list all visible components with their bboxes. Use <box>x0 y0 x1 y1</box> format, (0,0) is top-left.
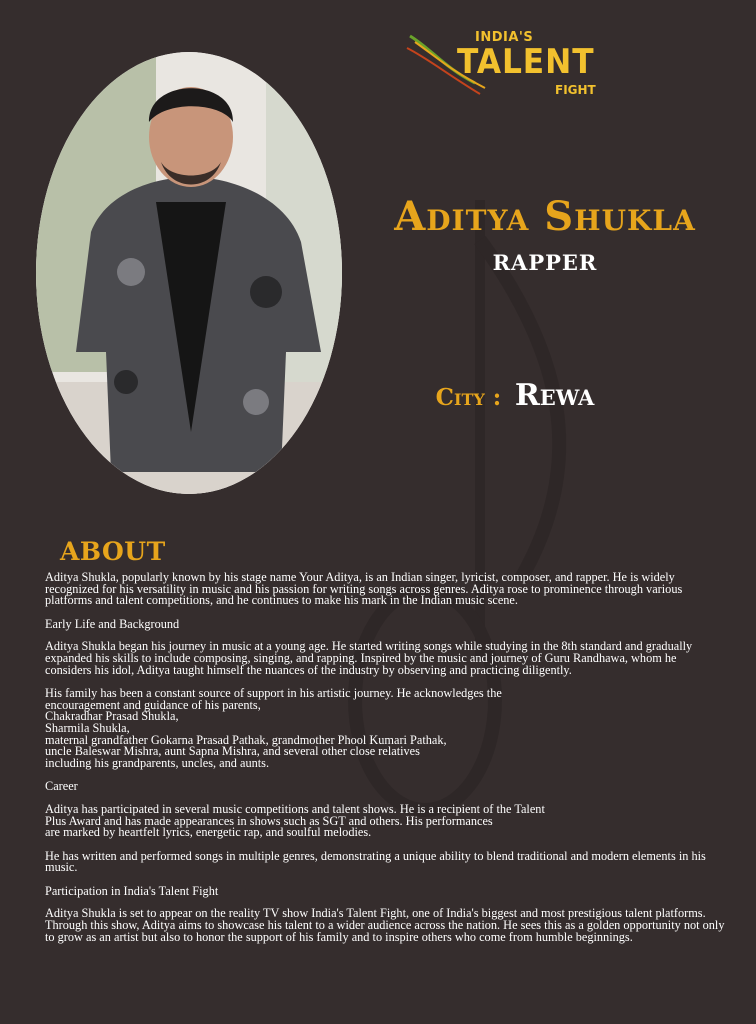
family-line: encouragement and guidance of his parents, <box>45 697 261 712</box>
artist-role: RAPPER <box>492 250 598 275</box>
family-line: His family has been a constant source of support in his artistic journey. He acknowledges the <box>45 686 502 701</box>
family-line: Sharmila Shukla, <box>45 720 130 735</box>
family-line: including his grandparents, uncles, and aunts. <box>45 755 270 770</box>
about-intro: Aditya Shukla, popularly known by his stage name Your Aditya, is an Indian singer, lyricist, composer, and rapper. He is widely recognized for his versatility in music and his passion for writing songs across genres. Aditya rose to prominence through various platforms and talent competitions, and he continues to make his mark in the Indian music scene. <box>45 570 683 608</box>
early-life-heading: Early Life and Background <box>45 616 180 631</box>
city-value: Rewa <box>514 378 595 413</box>
family-line: uncle Baleswar Mishra, aunt Sapna Mishra, and several other close relatives <box>45 744 420 759</box>
city-row <box>340 378 690 413</box>
about-heading: ABOUT <box>60 537 166 566</box>
profile-photo <box>36 52 342 494</box>
indias-talent-fight-logo <box>405 28 605 100</box>
career-line: Plus Award and has made appearances in shows such as SGT and others. His performances <box>45 813 493 828</box>
itf-heading: Participation in India's Talent Fight <box>45 883 219 898</box>
career-text-2: He has written and performed songs in multiple genres, demonstrating a unique ability to blend traditional and modern elements in his music. <box>45 848 706 875</box>
career-text <box>45 801 725 840</box>
career-line: Aditya has participated in several music competitions and talent shows. He is a recipient of the Talent <box>45 801 545 816</box>
logo-line-1: INDIA'S <box>475 30 534 45</box>
city-label: City : <box>435 384 502 411</box>
itf-text: Aditya Shukla is set to appear on the reality TV show India's Talent Fight, one of India's biggest and most prestigious talent platforms. Through this show, Aditya aims to showcase his talent to a wider audience across the nation. He sees this as a golden opportunity not only to grow as an artist but also to honor the support of his family and to inspire others who come from humble beginnings. <box>45 906 725 944</box>
career-heading: Career <box>45 779 78 794</box>
artist-name: Aditya Shukla <box>394 193 696 240</box>
family-text <box>45 688 725 769</box>
early-life-text: Aditya Shukla began his journey in music at a young age. He started writing songs while studying in the 8th standard and gradually expanded his skills to include composing, singing, and rapping. Inspired by the music and journey of Guru Randhawa, whom he considers his idol, Aditya taught himself the nuances of the industry by observing and practicing diligently. <box>45 639 693 677</box>
logo-line-2: TALENT <box>457 42 595 82</box>
logo-line-3: FIGHT <box>555 83 596 97</box>
family-line: Chakradhar Prasad Shukla, <box>45 709 179 724</box>
career-line: are marked by heartfelt lyrics, energetic rap, and soulful melodies. <box>45 825 372 840</box>
about-body <box>45 572 725 955</box>
family-line: maternal grandfather Gokarna Prasad Pathak, grandmother Phool Kumari Pathak, <box>45 732 447 747</box>
